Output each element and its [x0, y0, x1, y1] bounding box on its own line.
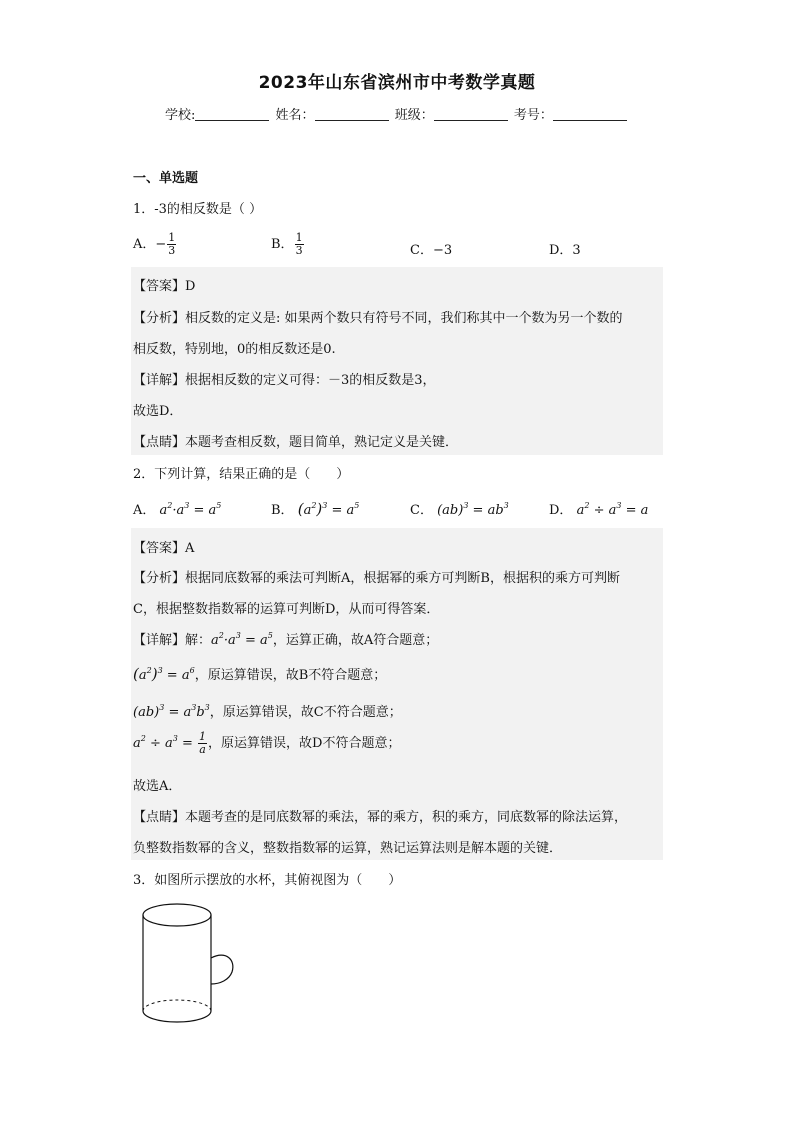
- q1-option-a: [133, 232, 177, 257]
- q2-option-c-label: C．: [410, 503, 433, 518]
- q2-detail-3-text: ，原运算错误，故C不符合题意；: [209, 705, 402, 720]
- school-blank: [195, 106, 269, 121]
- q2-option-a-formula: $a^2\cdot a^3 = a^5$: [159, 501, 222, 518]
- q2-comment-line-2: 负整数指数幂的含义，整数指数幂的运算，熟记运算法则是解本题的关键．: [133, 841, 563, 856]
- q1-answer: 【答案】D: [133, 279, 196, 294]
- fraction-denominator: 3: [168, 244, 176, 257]
- q2-comment-line-1: 【点睛】本题考查的是同底数幂的乘法，幂的乘方，积的乘方，同底数幂的除法运算，: [133, 810, 628, 825]
- q2-option-a-label: A．: [133, 503, 156, 518]
- q1-option-c: C．−3: [410, 243, 453, 258]
- school-label: 学校:: [165, 108, 196, 123]
- q2-answer: 【答案】A: [133, 541, 195, 556]
- q2-detail-2-formula: $(a^2)^3 = a^6$: [133, 665, 195, 683]
- q2-detail-4-text: ，原运算错误，故D不符合题意；: [208, 736, 401, 751]
- fraction-numerator: 1: [295, 231, 303, 244]
- q2-detail-prefix: 【详解】解：: [133, 633, 212, 648]
- q2-option-c-formula: $(ab)^3 = ab^3$: [437, 501, 509, 518]
- q1-stem: 1．-3的相反数是（ ）: [133, 202, 263, 217]
- q1-option-a-sign: −: [155, 237, 167, 252]
- q2-option-d-formula: $a^2 \div a^3 = a$: [576, 501, 649, 518]
- fraction-numerator: 1: [168, 231, 176, 244]
- q2-analysis-line-2: C，根据整数指数幂的运算可判断D，从而可得答案．: [133, 602, 440, 617]
- q1-analysis-line-2: 相反数，特别地，0的相反数还是0.: [133, 342, 336, 357]
- q2-detail-2-text: ，原运算错误，故B不符合题意；: [194, 668, 387, 683]
- number-label: 考号：: [513, 108, 553, 123]
- q1-option-b: [271, 232, 305, 257]
- q2-stem: 2．下列计算，结果正确的是（ ）: [133, 467, 350, 482]
- q1-option-a-label: A．: [133, 237, 156, 252]
- q1-option-b-label: B．: [271, 237, 294, 252]
- q2-detail-2: [133, 664, 386, 683]
- q1-detail: 【详解】根据相反数的定义可得：－3的相反数是3，: [133, 373, 436, 388]
- q2-detail-1-formula: $a^2\cdot a^3 = a^5$: [211, 631, 273, 648]
- q1-option-d: D．3: [549, 243, 581, 258]
- q1-option-a-fraction: [167, 232, 176, 257]
- q2-option-b-formula: $(a^2)^3 = a^5$: [297, 500, 360, 518]
- q1-option-b-fraction: [295, 232, 304, 257]
- q2-detail-3-formula: $(ab)^3 = a^3b^3$: [133, 703, 210, 720]
- section-title: 一、单选题: [133, 171, 199, 186]
- q1-solution-box: [131, 267, 663, 455]
- name-blank: [315, 106, 389, 121]
- q2-option-d-label: D．: [549, 503, 573, 518]
- q2-option-a: [133, 499, 221, 518]
- q2-choose: 故选A．: [133, 779, 182, 794]
- q2-detail-3: [133, 701, 402, 720]
- name-label: 姓名：: [275, 108, 315, 123]
- q2-option-c: [410, 499, 509, 518]
- q2-detail-4: [133, 731, 400, 756]
- q1-comment: 【点睛】本题考查相反数，题目简单，熟记定义是关键．: [133, 435, 459, 450]
- q3-stem: 3．如图所示摆放的水杯，其俯视图为（ ）: [133, 873, 402, 888]
- q1-choose: 故选D．: [133, 404, 183, 419]
- fraction-denominator: 3: [295, 244, 303, 257]
- q2-detail-1: [133, 629, 438, 648]
- number-blank: [553, 106, 627, 121]
- q2-detail-4-formula: $a^2 \div a^3$ = $\frac{1}{a}$: [133, 730, 207, 756]
- water-cup-figure: [140, 898, 240, 1028]
- q2-option-b: [271, 499, 359, 518]
- class-label: 班级：: [394, 108, 434, 123]
- q2-option-d: [549, 499, 648, 518]
- q2-analysis-line-1: 【分析】根据同底数幂的乘法可判断A，根据幂的乘方可判断B，根据积的乘方可判断: [133, 571, 620, 586]
- q2-detail-1-text: ，运算正确，故A符合题意；: [272, 633, 439, 648]
- page-title: 2023年山东省滨州市中考数学真题: [258, 73, 536, 93]
- student-info-line: [165, 104, 629, 123]
- class-blank: [434, 106, 508, 121]
- q1-analysis-line-1: 【分析】相反数的定义是: 如果两个数只有符号不同，我们称其中一个数为另一个数的: [133, 311, 623, 326]
- q2-option-b-label: B．: [271, 503, 294, 518]
